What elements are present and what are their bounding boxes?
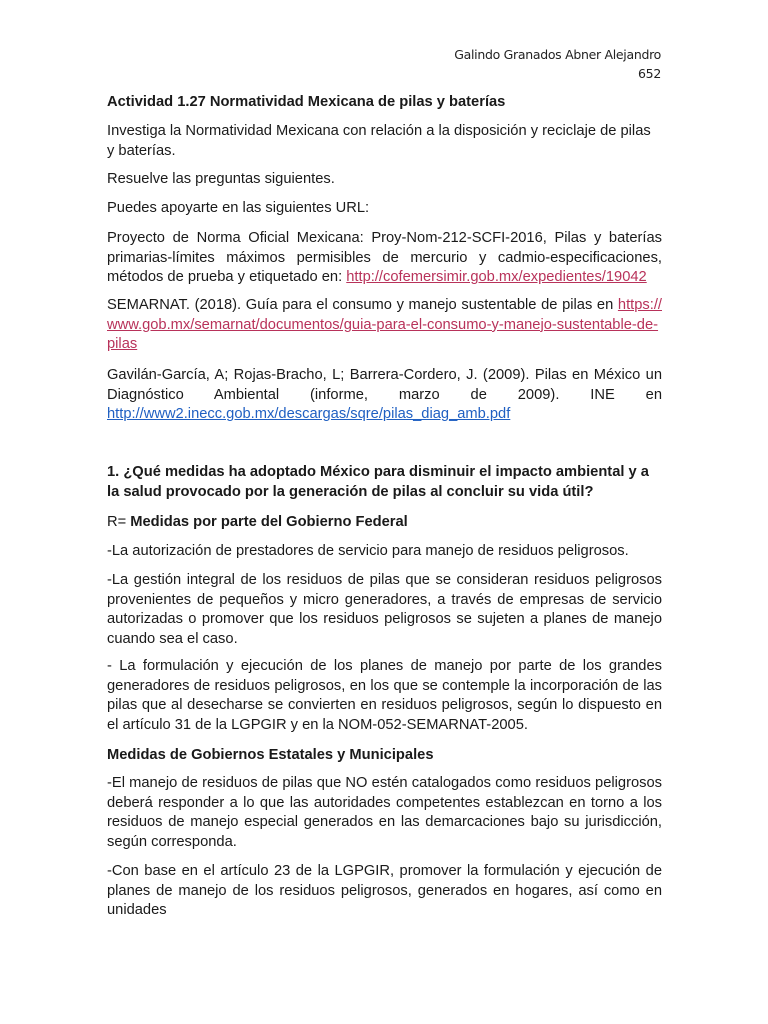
question-1: 1. ¿Qué medidas ha adoptado México para disminuir el impacto ambiental y a la salud provocado por la generación de pilas al concluir su vida útil?: [107, 464, 649, 500]
federal-item-1: -La autorización de prestadores de servicio para manejo de residuos peligrosos.: [107, 543, 629, 559]
author-name: Galindo Granados Abner Alejandro: [454, 47, 661, 62]
state-item-2: -Con base en el artículo 23 de la LGPGIR, promover la formulación y ejecución de planes de manejo de los residuos peligrosos, generados en hogares, así como en unidades: [107, 863, 662, 919]
answer-line: [107, 513, 662, 533]
intro-paragraph: Investiga la Normatividad Mexicana con relación a la disposición y reciclaje de pilas y baterías.: [107, 123, 651, 159]
federal-heading: Medidas por parte del Gobierno Federal: [130, 514, 408, 530]
reference-2-text: SEMARNAT. (2018). Guía para el consumo y manejo sustentable de pilas en: [107, 297, 618, 313]
reference-3-link[interactable]: http://www2.inecc.gob.mx/descargas/sqre/pilas_diag_amb.pdf: [107, 406, 511, 423]
reference-2-link[interactable]: https://www.gob.mx/semarnat/documentos/guia-para-el-consumo-y-manejo-sustentable-de-pilas: [107, 297, 662, 353]
state-heading: Medidas de Gobiernos Estatales y Municipales: [107, 747, 434, 763]
federal-item-2: -La gestión integral de los residuos de pilas que se consideran residuos peligrosos provenientes de pequeños y micro generadores, a través de empresas de servicio autorizadas o promover que los residuos peligrosos se sujeten a planes de manejo cuando sea el caso.: [107, 572, 662, 647]
resolve-paragraph: Resuelve las preguntas siguientes.: [107, 171, 335, 187]
document-title: Actividad 1.27 Normatividad Mexicana de pilas y baterías: [107, 94, 506, 110]
reference-3: [107, 366, 662, 425]
reference-3-text: Gavilán-García, A; Rojas-Bracho, L; Barrera-Cordero, J. (2009). Pilas en México un Diagnóstico Ambiental (informe, marzo de 2009). INE en: [107, 367, 662, 403]
reference-1-link[interactable]: http://cofemersimir.gob.mx/expedientes/19042: [346, 269, 647, 286]
author-header: [454, 45, 661, 83]
reference-1: [107, 229, 662, 288]
reference-2: [107, 296, 662, 355]
federal-item-3: - La formulación y ejecución de los planes de manejo por parte de los grandes generadores de residuos peligrosos, en los que se contemple la incorporación de las pilas que al desecharse se convierten en residuos peligrosos, según lo dispuesto en el artículo 31 de la LGPGIR y en la NOM-052-SEMARNAT-2005.: [107, 658, 662, 733]
answer-prefix: R=: [107, 514, 131, 530]
state-item-1: -El manejo de residuos de pilas que NO estén catalogados como residuos peligrosos deberá responder a lo que las autoridades competentes establezcan en torno a los residuos de manejo especial generados en las demarcaciones bajo su jurisdicción, según corresponda.: [107, 775, 662, 850]
author-number: 652: [638, 66, 661, 81]
urls-intro-paragraph: Puedes apoyarte en las siguientes URL:: [107, 200, 370, 216]
reference-1-text: Proyecto de Norma Oficial Mexicana: Proy-Nom-212-SCFI-2016, Pilas y baterías primarias-límites máximos permisibles de mercurio y cadmio-especificaciones, métodos de prueba y etiquetado en:: [107, 230, 662, 286]
